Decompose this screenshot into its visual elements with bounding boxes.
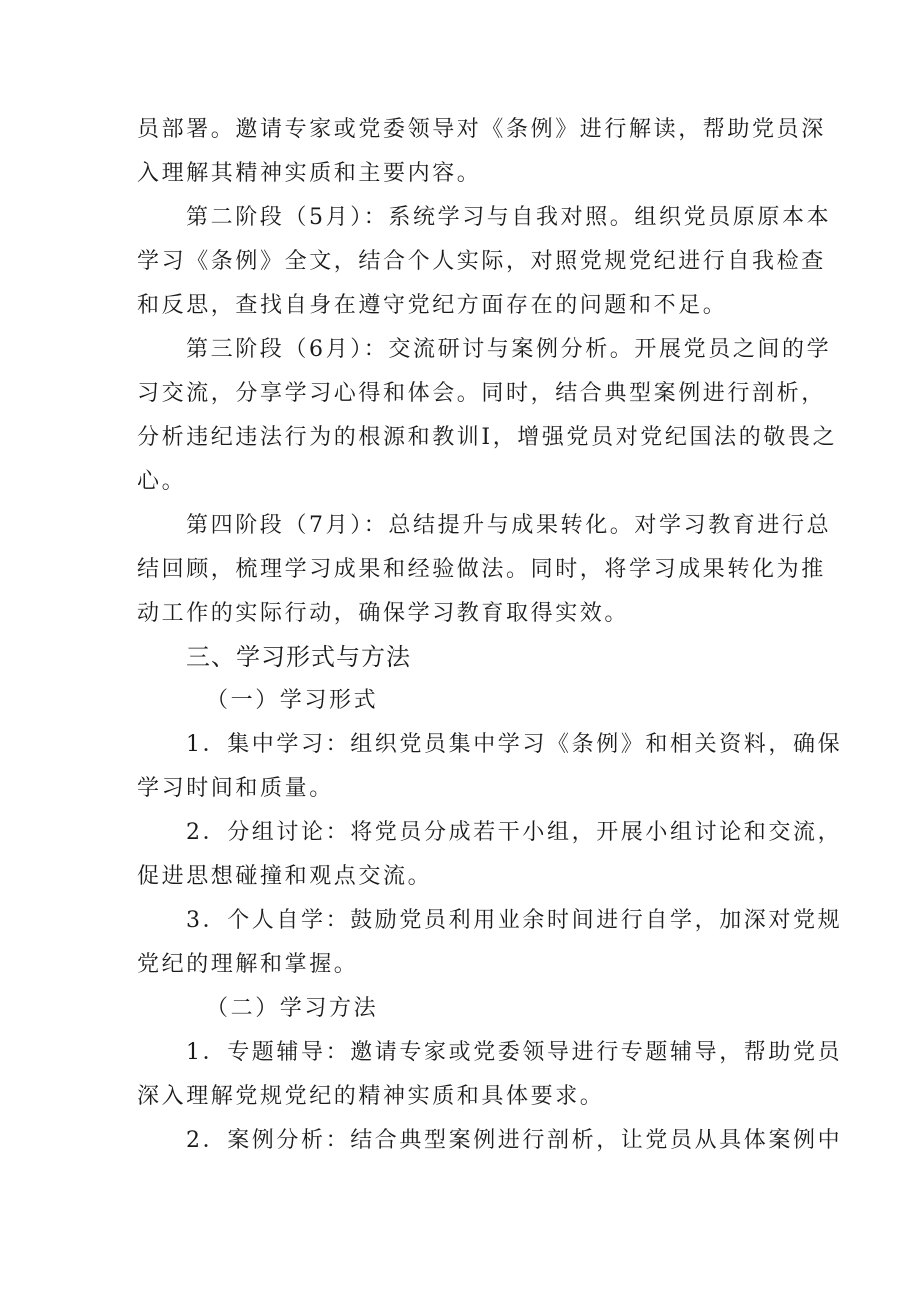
paragraph-line: 党纪的理解和掌握。 [137, 952, 359, 977]
paragraph-line: 1．专题辅导：邀请专家或党委领导进行专题辅导，帮助党员 [186, 1040, 843, 1065]
paragraph-line: 结回顾，梳理学习成果和经验做法。同时，将学习成果转化为推 [137, 557, 826, 582]
paragraph-line: 2．案例分析：结合典型案例进行剖析，让党员从具体案例中 [186, 1128, 843, 1153]
paragraph-line: 1．集中学习：组织党员集中学习《条例》和相关资料，确保 [186, 732, 843, 757]
paragraph-line: 第二阶段（5月）：系统学习与自我对照。组织党员原原本本 [186, 205, 832, 230]
paragraph-line: 入理解其精神实质和主要内容。 [137, 161, 482, 186]
paragraph-line: 员部署。邀请专家或党委领导对《条例》进行解读，帮助党员深 [137, 117, 826, 142]
paragraph-line: 分析违纪违法行为的根源和教训I，增强党员对党纪国法的敬畏之 [137, 425, 838, 450]
paragraph-line: 2．分组讨论：将党员分成若干小组，开展小组讨论和交流， [186, 820, 843, 845]
paragraph-line: 第四阶段（7月）：总结提升与成果转化。对学习教育进行总 [186, 513, 832, 538]
paragraph-line: 3．个人自学：鼓励党员利用业余时间进行自学，加深对党规 [186, 908, 843, 933]
section-heading: 三、学习形式与方法 [186, 643, 411, 671]
paragraph-line: 习交流，分享学习心得和体会。同时，结合典型案例进行剖析， [137, 381, 826, 406]
paragraph-line: 促进思想碰撞和观点交流。 [137, 864, 433, 889]
paragraph-line: 动工作的实际行动，确保学习教育取得实效。 [137, 601, 630, 626]
paragraph-line: 心。 [137, 469, 187, 494]
subsection-heading: （二）学习方法 [206, 996, 379, 1021]
subsection-heading: （一）学习形式 [206, 688, 379, 713]
paragraph-line: 深入理解党规党纪的精神实质和具体要求。 [137, 1084, 605, 1109]
paragraph-line: 学习时间和质量。 [137, 776, 334, 801]
paragraph-line: 和反思，查找自身在遵守党纪方面存在的问题和不足。 [137, 293, 728, 318]
paragraph-line: 第三阶段（6月）：交流研讨与案例分析。开展党员之间的学 [186, 337, 832, 362]
paragraph-line: 学习《条例》全文，结合个人实际，对照党规党纪进行自我检查 [137, 249, 826, 274]
